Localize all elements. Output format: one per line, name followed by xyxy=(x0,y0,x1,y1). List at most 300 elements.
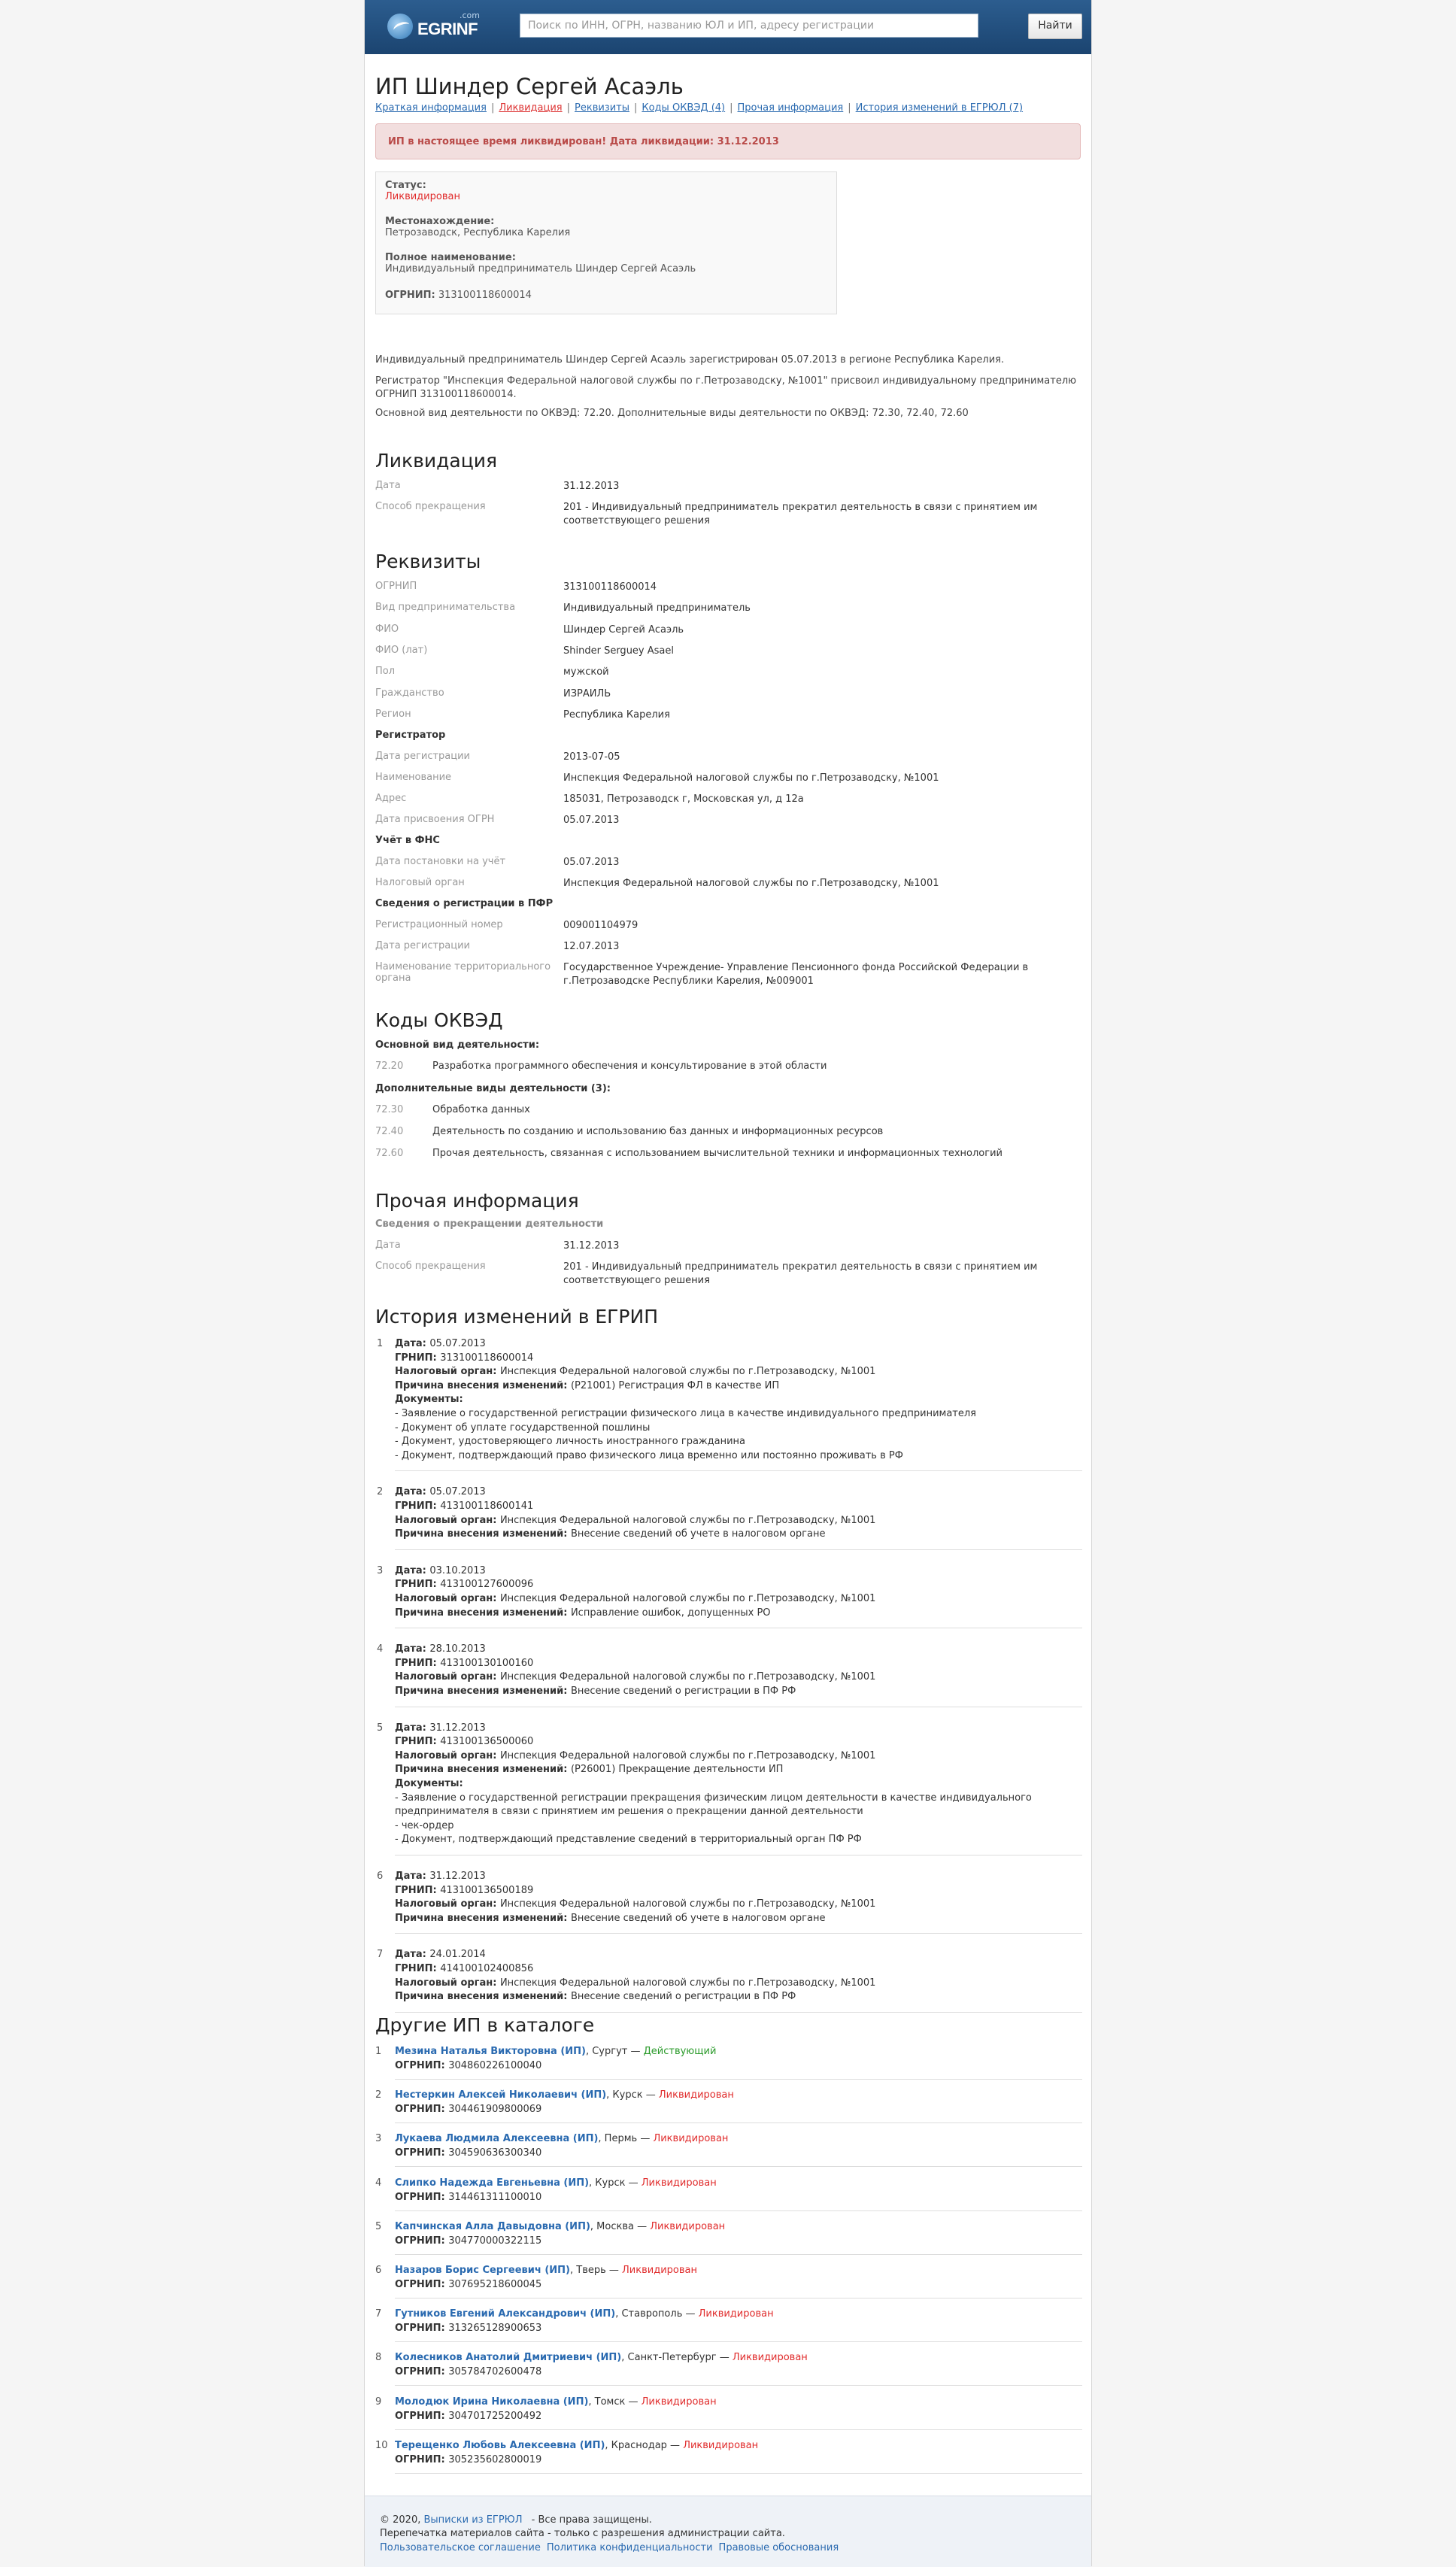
catalog-ogrnip-label: ОГРНИП: xyxy=(395,2147,449,2159)
row-value: 201 - Индивидуальный предприниматель прекратил деятельность в связи с принятием им соответствующего решения xyxy=(563,502,1038,526)
catalog-divider xyxy=(395,2079,1082,2080)
history-docs-label: Документы: xyxy=(395,1394,463,1406)
section-title-liquidation: Ликвидация xyxy=(375,450,498,472)
history-doc: - Документ, удостоверяющего личность иностранного гражданина xyxy=(395,1436,746,1448)
nav-link[interactable]: Ликвидация xyxy=(499,102,563,114)
fullname-value: Индивидуальный предприниматель Шиндер Сергей Асаэль xyxy=(385,263,696,275)
history-doc: - Документ, подтверждающий представление сведений в территориальный орган ПФ РФ xyxy=(395,1834,862,1846)
catalog-city: , Краснодар — xyxy=(605,2439,684,2451)
row-label: Вид предпринимательства xyxy=(375,602,516,613)
catalog-ogrnip-label: ОГРНИП: xyxy=(395,2410,449,2422)
status-label: Статус: xyxy=(385,180,426,191)
section-title-history: История изменений в ЕГРИП xyxy=(375,1306,659,1327)
history-tax-value: Инспекция Федеральной налоговой службы по г.Петрозаводску, №1001 xyxy=(499,1671,876,1683)
history-date-label: Дата: xyxy=(395,1871,430,1882)
catalog-line xyxy=(395,2088,1072,2102)
history-divider xyxy=(395,1470,1082,1471)
history-reason-label: Причина внесения изменений: xyxy=(395,1528,571,1540)
catalog-body xyxy=(395,2395,1072,2423)
row-value: Shinder Serguey Asael xyxy=(563,645,674,657)
catalog-line xyxy=(395,2176,1072,2190)
footer-copyright xyxy=(380,2514,652,2526)
history-reason xyxy=(395,1528,1072,1542)
row-label: Дата присвоения ОГРН xyxy=(375,814,495,825)
catalog-ogrnip-value: 304590636300340 xyxy=(448,2147,542,2159)
okved-code: 72.30 xyxy=(375,1104,404,1115)
history-tax-label: Налоговый орган: xyxy=(395,1749,500,1761)
catalog-number: 10 xyxy=(375,2439,388,2451)
catalog-ogrnip xyxy=(395,2277,1072,2292)
fns-title: Учёт в ФНС xyxy=(375,835,440,846)
history-tax-label: Налоговый орган: xyxy=(395,1671,500,1683)
copyright-rights: - Все права защищены. xyxy=(531,2514,652,2526)
row-label: Налоговый орган xyxy=(375,877,465,888)
history-tax-value: Инспекция Федеральной налоговой службы по г.Петрозаводску, №1001 xyxy=(499,1749,876,1761)
intro-paragraph: Индивидуальный предприниматель Шиндер Сергей Асаэль зарегистрирован 05.07.2013 в регионе Республика Карелия. xyxy=(375,354,1005,366)
catalog-city: , Пермь — xyxy=(598,2133,654,2145)
section-title-other: Прочая информация xyxy=(375,1190,579,1212)
history-reason xyxy=(395,1379,1072,1394)
catalog-ogrnip xyxy=(395,2365,1072,2379)
history-date-value: 31.12.2013 xyxy=(429,1871,486,1882)
history-grnip-label: ГРНИП: xyxy=(395,1736,441,1748)
row-value: Инспекция Федеральной налоговой службы по г.Петрозаводску, №1001 xyxy=(563,878,939,889)
row-label: Дата xyxy=(375,480,401,491)
history-grnip-value: 413100130100160 xyxy=(440,1657,534,1669)
catalog-divider xyxy=(395,2122,1082,2123)
search-input[interactable]: Поиск по ИНН, ОГРН, названию ЮЛ и ИП, адресу регистрации xyxy=(520,14,978,38)
catalog-number: 7 xyxy=(375,2308,382,2320)
catalog-ogrnip xyxy=(395,2321,1072,2335)
row-value: 31.12.2013 xyxy=(563,1240,620,1252)
history-grnip-value: 414100102400856 xyxy=(440,1962,534,1974)
catalog-divider xyxy=(395,2210,1082,2211)
history-reason xyxy=(395,1912,1072,1926)
nav-link[interactable]: Прочая информация xyxy=(737,102,844,114)
catalog-status: Ликвидирован xyxy=(698,2308,774,2320)
summary-box xyxy=(375,171,837,314)
row-label: Адрес xyxy=(375,793,407,804)
logo-globe-icon xyxy=(387,14,413,39)
status-value: Ликвидирован xyxy=(385,191,460,202)
catalog-number: 9 xyxy=(375,2396,382,2408)
history-reason-value: Исправление ошибок, допущенных РО xyxy=(570,1607,771,1619)
copyright-text: © 2020, xyxy=(380,2514,421,2526)
catalog-link[interactable]: Мезина Наталья Викторовна (ИП) xyxy=(395,2046,586,2057)
footer-home-link[interactable]: Выписки из ЕГРЮЛ xyxy=(423,2514,523,2526)
row-label: Дата xyxy=(375,1240,401,1251)
history-reason-label: Причина внесения изменений: xyxy=(395,1607,571,1619)
nav-separator: | xyxy=(490,102,495,114)
catalog-ogrnip-value: 304461909800069 xyxy=(448,2104,542,2116)
okved-desc: Прочая деятельность, связанная с использованием вычислительной техники и информационных технологий xyxy=(432,1148,1003,1159)
catalog-status: Ликвидирован xyxy=(653,2133,729,2145)
history-doc: - Документ, подтверждающий право физического лица временно или постоянно проживать в РФ xyxy=(395,1449,903,1461)
history-grnip-value: 313100118600014 xyxy=(440,1352,534,1364)
location-value: Петрозаводск, Республика Карелия xyxy=(385,227,571,238)
nav-separator: | xyxy=(730,102,733,114)
registrar-title: Регистратор xyxy=(375,730,446,741)
history-reason-value: Внесение сведений об учете в налоговом органе xyxy=(570,1912,826,1924)
catalog-line xyxy=(395,2438,1072,2453)
history-doc: - чек-ордер xyxy=(395,1819,454,1831)
site-header xyxy=(365,0,1091,54)
history-doc: - Заявление о государственной регистрации физического лица в качестве индивидуального предпринимателя xyxy=(395,1407,976,1419)
catalog-body xyxy=(395,2350,1072,2379)
history-reason xyxy=(395,1763,1072,1777)
history-reason-label: Причина внесения изменений: xyxy=(395,1991,571,2003)
history-grnip-value: 413100118600141 xyxy=(440,1500,534,1512)
history-date-value: 05.07.2013 xyxy=(429,1338,486,1349)
history-tax xyxy=(395,1592,1072,1607)
history-date xyxy=(395,1485,1072,1500)
row-label: Наименование территориального органа xyxy=(375,961,551,984)
catalog-body xyxy=(395,2438,1072,2467)
catalog-divider xyxy=(395,2341,1082,2342)
catalog-city: , Курск — xyxy=(606,2089,659,2101)
history-date xyxy=(395,1722,1072,1736)
history-body xyxy=(395,1643,1072,1698)
page-container xyxy=(364,0,1092,2566)
ogrnip-block xyxy=(385,290,532,301)
catalog-ogrnip-label: ОГРНИП: xyxy=(395,2366,449,2378)
catalog-ogrnip-label: ОГРНИП: xyxy=(395,2323,449,2335)
okved-desc: Разработка программного обеспечения и консультирование в этой области xyxy=(432,1060,827,1072)
catalog-ogrnip-label: ОГРНИП: xyxy=(395,2453,449,2465)
history-number: 2 xyxy=(377,1486,384,1498)
catalog-line xyxy=(395,2132,1072,2146)
catalog-ogrnip-label: ОГРНИП: xyxy=(395,2279,449,2290)
history-grnip-label: ГРНИП: xyxy=(395,1657,441,1669)
catalog-ogrnip-label: ОГРНИП: xyxy=(395,2235,449,2247)
history-date-value: 24.01.2014 xyxy=(429,1949,486,1961)
history-date-label: Дата: xyxy=(395,1564,430,1576)
history-doc: - Заявление о государственной регистрации прекращения физическим лицом деятельности в качестве индивидуального xyxy=(395,1792,1032,1804)
history-grnip-value: 413100127600096 xyxy=(440,1579,534,1591)
catalog-ogrnip-value: 304860226100040 xyxy=(448,2060,542,2071)
catalog-number: 4 xyxy=(375,2177,382,2189)
row-label: Наименование xyxy=(375,772,452,783)
other-info-subtitle: Сведения о прекращении деятельности xyxy=(375,1218,604,1230)
catalog-ogrnip xyxy=(395,2190,1072,2204)
history-date-label: Дата: xyxy=(395,1949,430,1961)
history-divider xyxy=(395,1549,1082,1550)
history-reason-value: (Р21001) Регистрация ФЛ в качестве ИП xyxy=(570,1379,780,1391)
fullname-label: Полное наименование: xyxy=(385,252,516,263)
location-block xyxy=(385,216,570,238)
footer-link[interactable]: Правовые обоснования xyxy=(718,2542,839,2553)
okved-code: 72.20 xyxy=(375,1060,404,1072)
row-value: 2013-07-05 xyxy=(563,751,620,763)
catalog-body xyxy=(395,2220,1072,2248)
ogrnip-value: 313100118600014 xyxy=(438,290,532,301)
row-label: Регион xyxy=(375,709,411,720)
history-reason xyxy=(395,1990,1072,2004)
row-label: Способ прекращения xyxy=(375,1261,486,1272)
history-tax-label: Налоговый орган: xyxy=(395,1514,500,1526)
catalog-link[interactable]: Назаров Борис Сергеевич (ИП) xyxy=(395,2265,570,2276)
catalog-ogrnip-value: 313265128900653 xyxy=(448,2323,542,2335)
catalog-number: 3 xyxy=(375,2133,382,2145)
row-value: Республика Карелия xyxy=(563,709,670,721)
row-value: 009001104979 xyxy=(563,920,639,931)
nav-separator: | xyxy=(566,102,570,114)
logo-suffix: .com xyxy=(460,11,480,20)
catalog-body xyxy=(395,2176,1072,2204)
catalog-link[interactable]: Нестеркин Алексей Николаевич (ИП) xyxy=(395,2089,607,2101)
site-footer xyxy=(365,2496,1091,2567)
catalog-city: , Сургут — xyxy=(585,2046,644,2057)
catalog-status: Ликвидирован xyxy=(732,2352,808,2364)
history-tax xyxy=(395,1977,1072,1991)
catalog-line xyxy=(395,2220,1072,2234)
history-reason-value: Внесение сведений о регистрации в ПФ РФ xyxy=(570,1991,796,2003)
history-date-label: Дата: xyxy=(395,1338,430,1349)
history-grnip xyxy=(395,1500,1072,1514)
row-value: Индивидуальный предприниматель xyxy=(563,602,751,614)
catalog-line xyxy=(395,2044,1072,2059)
history-grnip-label: ГРНИП: xyxy=(395,1352,441,1364)
history-tax xyxy=(395,1514,1072,1528)
catalog-city: , Москва — xyxy=(590,2220,651,2232)
history-reason-label: Причина внесения изменений: xyxy=(395,1379,571,1391)
page-title: ИП Шиндер Сергей Асаэль xyxy=(375,74,684,99)
history-grnip-label: ГРНИП: xyxy=(395,1579,441,1591)
history-number: 5 xyxy=(377,1722,384,1734)
history-reason-label: Причина внесения изменений: xyxy=(395,1764,571,1776)
catalog-link[interactable]: Колесников Анатолий Дмитриевич (ИП) xyxy=(395,2352,622,2364)
catalog-link[interactable]: Капчинская Алла Давыдовна (ИП) xyxy=(395,2220,590,2232)
nav-link[interactable]: Краткая информация xyxy=(375,102,487,114)
catalog-city: , Ставрополь — xyxy=(615,2308,699,2320)
okved-code: 72.60 xyxy=(375,1148,404,1159)
catalog-status: Ликвидирован xyxy=(683,2439,759,2451)
catalog-ogrnip xyxy=(395,2234,1072,2248)
history-number: 1 xyxy=(377,1338,384,1349)
catalog-ogrnip-value: 304701725200492 xyxy=(448,2410,542,2422)
row-value: Государственное Учреждение- Управление Пенсионного фонда Российской Федерации в г.Петрозаводске Республики Карелия, №009001 xyxy=(563,962,1029,987)
history-number: 6 xyxy=(377,1871,384,1882)
catalog-body xyxy=(395,2307,1072,2335)
catalog-ogrnip-label: ОГРНИП: xyxy=(395,2104,449,2116)
history-number: 3 xyxy=(377,1564,384,1576)
row-label: Дата постановки на учёт xyxy=(375,856,506,867)
history-tax-value: Инспекция Федеральной налоговой службы по г.Петрозаводску, №1001 xyxy=(499,1366,876,1378)
catalog-ogrnip-value: 304770000322115 xyxy=(448,2235,542,2247)
catalog-city: , Тверь — xyxy=(569,2265,623,2276)
catalog-status: Действующий xyxy=(643,2046,717,2057)
catalog-body xyxy=(395,2044,1072,2073)
history-docs-label: Документы: xyxy=(395,1777,463,1789)
row-value: 201 - Индивидуальный предприниматель прекратил деятельность в связи с принятием им соответствующего решения xyxy=(563,1261,1038,1286)
history-grnip xyxy=(395,1735,1072,1749)
history-tax-label: Налоговый орган: xyxy=(395,1592,500,1604)
history-reason-value: Внесение сведений о регистрации в ПФ РФ xyxy=(570,1685,796,1697)
catalog-line xyxy=(395,2263,1072,2277)
history-grnip xyxy=(395,1657,1072,1671)
row-label: Пол xyxy=(375,666,396,677)
section-nav xyxy=(375,102,1023,114)
row-value: 05.07.2013 xyxy=(563,857,620,868)
history-reason-label: Причина внесения изменений: xyxy=(395,1912,571,1924)
intro-paragraph: Регистратор "Инспекция Федеральной налоговой службы по г.Петрозаводску, №1001" присвоил индивидуальному предпринимателю ОГРНИП 313100118600014. xyxy=(375,375,1077,400)
catalog-ogrnip-value: 314461311100010 xyxy=(448,2191,542,2203)
history-tax-label: Налоговый орган: xyxy=(395,1366,500,1378)
history-date xyxy=(395,1870,1072,1884)
catalog-status: Ликвидирован xyxy=(622,2265,697,2276)
catalog-number: 6 xyxy=(375,2265,382,2276)
site-logo[interactable] xyxy=(387,9,480,45)
footer-links xyxy=(380,2542,845,2553)
nav-link[interactable]: Реквизиты xyxy=(575,102,629,114)
history-date-value: 03.10.2013 xyxy=(429,1564,486,1576)
history-body xyxy=(395,1870,1072,1925)
liquidation-alert: ИП в настоящее время ликвидирован! Дата ликвидации: 31.12.2013 xyxy=(375,123,1081,159)
history-body xyxy=(395,1948,1072,2004)
history-tax xyxy=(395,1749,1072,1764)
history-date-label: Дата: xyxy=(395,1486,430,1498)
section-title-catalog: Другие ИП в каталоге xyxy=(375,2014,595,2036)
row-label: ОГРНИП xyxy=(375,581,417,592)
catalog-body xyxy=(395,2132,1072,2160)
row-value: 185031, Петрозаводск г, Московская ул, д 12а xyxy=(563,793,804,805)
history-grnip xyxy=(395,1962,1072,1977)
search-button[interactable]: Найти xyxy=(1028,14,1082,39)
okved-desc: Обработка данных xyxy=(432,1104,530,1115)
location-label: Местонахождение: xyxy=(385,216,495,227)
history-number: 4 xyxy=(377,1643,384,1655)
okved-code: 72.40 xyxy=(375,1126,404,1137)
row-value: 313100118600014 xyxy=(563,581,657,593)
catalog-city: , Томск — xyxy=(588,2396,642,2408)
catalog-line xyxy=(395,2395,1072,2409)
catalog-divider xyxy=(395,2166,1082,2167)
row-value: ИЗРАИЛЬ xyxy=(563,688,611,699)
history-body xyxy=(395,1564,1072,1620)
catalog-divider xyxy=(395,2385,1082,2386)
catalog-ogrnip xyxy=(395,2146,1072,2160)
history-reason xyxy=(395,1607,1072,1621)
catalog-city: , Курск — xyxy=(589,2177,642,2189)
history-tax-value: Инспекция Федеральной налоговой службы по г.Петрозаводску, №1001 xyxy=(499,1898,876,1910)
row-value: 31.12.2013 xyxy=(563,481,620,492)
catalog-number: 1 xyxy=(375,2046,382,2057)
catalog-ogrnip-value: 305784702600478 xyxy=(448,2366,542,2378)
intro-paragraph: Основной вид деятельности по ОКВЭД: 72.20. Дополнительные виды деятельности по ОКВЭД: 72.30, 72.40, 72.60 xyxy=(375,408,969,419)
history-grnip xyxy=(395,1352,1072,1366)
row-label: Дата регистрации xyxy=(375,940,471,951)
catalog-divider xyxy=(395,2473,1082,2474)
nav-link[interactable]: История изменений в ЕГРЮЛ (7) xyxy=(855,102,1024,114)
catalog-ogrnip-value: 307695218600045 xyxy=(448,2279,542,2290)
history-doc: предпринимателя в связи с принятием им решения о прекращении данной деятельности xyxy=(395,1806,863,1818)
row-value: 05.07.2013 xyxy=(563,815,620,826)
history-grnip xyxy=(395,1884,1072,1898)
history-divider xyxy=(395,2012,1082,2013)
history-date-label: Дата: xyxy=(395,1643,430,1655)
catalog-city: , Санкт-Петербург — xyxy=(621,2352,733,2364)
fullname-block xyxy=(385,252,696,275)
catalog-ogrnip xyxy=(395,2059,1072,2073)
okved-desc: Деятельность по созданию и использованию баз данных и информационных ресурсов xyxy=(432,1126,884,1137)
footer-link[interactable]: Политика конфиденциальности xyxy=(546,2542,713,2553)
ogrnip-label: ОГРНИП: xyxy=(385,290,435,301)
row-label: Регистрационный номер xyxy=(375,919,503,930)
history-grnip-value: 413100136500060 xyxy=(440,1736,534,1748)
catalog-status: Ликвидирован xyxy=(650,2220,726,2232)
history-date-value: 05.07.2013 xyxy=(429,1486,486,1498)
history-date-value: 31.12.2013 xyxy=(429,1722,486,1734)
nav-separator: | xyxy=(848,102,851,114)
section-title-okved: Коды ОКВЭД xyxy=(375,1009,503,1031)
history-reason-value: (Р26001) Прекращение деятельности ИП xyxy=(570,1764,784,1776)
history-grnip xyxy=(395,1578,1072,1592)
catalog-status: Ликвидирован xyxy=(658,2089,734,2101)
row-value: Шиндер Сергей Асаэль xyxy=(563,624,684,636)
catalog-link[interactable]: Слипко Надежда Евгеньевна (ИП) xyxy=(395,2177,590,2189)
catalog-number: 5 xyxy=(375,2220,382,2232)
catalog-status: Ликвидирован xyxy=(641,2177,717,2189)
catalog-status: Ликвидирован xyxy=(641,2396,717,2408)
history-tax xyxy=(395,1670,1072,1685)
catalog-ogrnip-value: 305235602800019 xyxy=(448,2453,542,2465)
catalog-number: 8 xyxy=(375,2352,382,2364)
history-tax xyxy=(395,1365,1072,1379)
history-date xyxy=(395,1948,1072,1962)
catalog-body xyxy=(395,2263,1072,2292)
catalog-link[interactable]: Лукаева Людмила Алексеевна (ИП) xyxy=(395,2133,599,2145)
history-tax-value: Инспекция Федеральной налоговой службы по г.Петрозаводску, №1001 xyxy=(499,1592,876,1604)
pfr-title: Сведения о регистрации в ПФР xyxy=(375,898,554,909)
catalog-line xyxy=(395,2307,1072,2321)
catalog-link[interactable]: Молодюк Ирина Николаевна (ИП) xyxy=(395,2396,589,2408)
history-date-label: Дата: xyxy=(395,1722,430,1734)
history-date-value: 28.10.2013 xyxy=(429,1643,486,1655)
history-tax-value: Инспекция Федеральной налоговой службы по г.Петрозаводску, №1001 xyxy=(499,1977,876,1989)
catalog-link[interactable]: Терещенко Любовь Алексеевна (ИП) xyxy=(395,2439,605,2451)
history-body xyxy=(395,1337,1072,1463)
catalog-number: 2 xyxy=(375,2089,382,2101)
catalog-body xyxy=(395,2088,1072,2116)
row-value: 12.07.2013 xyxy=(563,941,620,952)
catalog-divider xyxy=(395,2254,1082,2255)
catalog-link[interactable]: Гутников Евгений Александрович (ИП) xyxy=(395,2308,616,2320)
history-divider xyxy=(395,1933,1082,1934)
history-body xyxy=(395,1485,1072,1541)
catalog-divider xyxy=(395,2429,1082,2430)
nav-link[interactable]: Коды ОКВЭД (4) xyxy=(642,102,726,114)
catalog-ogrnip xyxy=(395,2453,1072,2467)
logo-text: EGRINF xyxy=(417,20,478,38)
row-value: мужской xyxy=(563,666,609,678)
history-grnip-label: ГРНИП: xyxy=(395,1884,441,1896)
catalog-ogrnip-label: ОГРНИП: xyxy=(395,2060,449,2071)
okved-add-label: Дополнительные виды деятельности (3): xyxy=(375,1083,611,1094)
history-body xyxy=(395,1722,1072,1847)
history-grnip-label: ГРНИП: xyxy=(395,1962,441,1974)
history-tax-label: Налоговый орган: xyxy=(395,1977,500,1989)
history-doc: - Документ об уплате государственной пошлины xyxy=(395,1422,651,1434)
catalog-ogrnip xyxy=(395,2409,1072,2423)
footer-notice: Перепечатка материалов сайта - только с разрешения администрации сайта. xyxy=(380,2528,785,2539)
history-tax-label: Налоговый орган: xyxy=(395,1898,500,1910)
history-reason-value: Внесение сведений об учете в налоговом органе xyxy=(570,1528,826,1540)
footer-link[interactable]: Пользовательское соглашение xyxy=(380,2542,541,2553)
history-tax-value: Инспекция Федеральной налоговой службы по г.Петрозаводску, №1001 xyxy=(499,1514,876,1526)
row-label: Гражданство xyxy=(375,687,444,699)
section-title-requisites: Реквизиты xyxy=(375,551,481,572)
history-date xyxy=(395,1643,1072,1657)
